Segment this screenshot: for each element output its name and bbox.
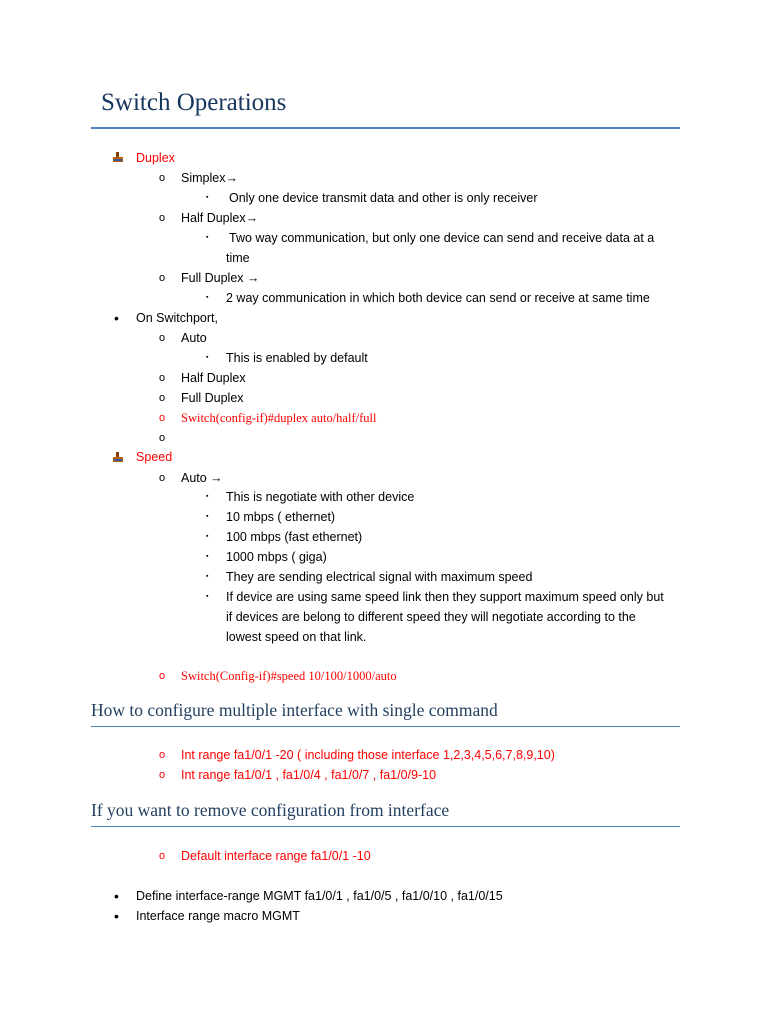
- full-duplex-item: Full Duplex →: [181, 271, 260, 285]
- circle-bullet: o: [159, 412, 166, 424]
- speed-item-continued: lowest speed on that link.: [226, 630, 367, 644]
- circle-bullet: o: [159, 749, 166, 761]
- circle-bullet: o: [159, 172, 166, 184]
- range-macro-bullet: Interface range macro MGMT: [136, 909, 300, 923]
- title-rule: [91, 127, 680, 129]
- int-range-command-1: Int range fa1/0/1 -20 ( including those interface 1,2,3,4,5,6,7,8,9,10): [181, 748, 555, 762]
- dot-bullet: •: [114, 888, 119, 904]
- speed-item: 1000 mbps ( giga): [226, 550, 327, 564]
- simplex-desc: Only one device transmit data and other is only receiver: [229, 191, 538, 205]
- circle-bullet: o: [159, 392, 166, 404]
- half-duplex-item: Half Duplex→: [181, 211, 259, 225]
- dot-bullet: •: [114, 908, 119, 924]
- speed-label: Speed: [136, 450, 173, 464]
- half-duplex-desc-line1: Two way communication, but only one device can send and receive data at a: [229, 231, 655, 245]
- square-bullet: ▪: [206, 593, 209, 600]
- speed-item: 10 mbps ( ethernet): [226, 510, 336, 524]
- hand-bullet-icon: [112, 151, 124, 163]
- square-bullet: ▪: [206, 354, 209, 361]
- page-title: Switch Operations: [101, 89, 287, 116]
- multi-interface-heading: How to configure multiple interface with single command: [91, 700, 498, 720]
- square-bullet: ▪: [206, 493, 209, 500]
- circle-bullet: o: [159, 472, 166, 484]
- speed-auto: Auto →: [181, 471, 223, 485]
- speed-item: They are sending electrical signal with maximum speed: [226, 570, 533, 584]
- duplex-label: Duplex: [136, 151, 175, 165]
- int-range-command-2: Int range fa1/0/1 , fa1/0/4 , fa1/0/7 , fa1/0/9-10: [181, 768, 437, 782]
- square-bullet: ▪: [206, 513, 209, 520]
- circle-bullet: o: [159, 670, 166, 682]
- square-bullet: ▪: [206, 553, 209, 560]
- dot-bullet: •: [114, 310, 119, 326]
- square-bullet: ▪: [206, 234, 209, 241]
- switchport-label: On Switchport,: [136, 311, 218, 325]
- circle-bullet: o: [159, 332, 166, 344]
- circle-bullet: o: [159, 272, 166, 284]
- circle-bullet: o: [159, 850, 166, 862]
- hand-bullet-icon: [112, 451, 124, 463]
- speed-item: 100 mbps (fast ethernet): [226, 530, 363, 544]
- square-bullet: ▪: [206, 194, 209, 201]
- square-bullet: ▪: [206, 294, 209, 301]
- remove-config-heading: If you want to remove configuration from interface: [91, 800, 450, 820]
- switchport-half-duplex: Half Duplex: [181, 371, 246, 385]
- speed-item: If device are using same speed link then they support maximum speed only but: [226, 590, 664, 604]
- speed-item-continued: if devices are belong to different speed they will negotiate according to the: [226, 610, 636, 624]
- speed-item: This is negotiate with other device: [226, 490, 415, 504]
- full-duplex-desc: 2 way communication in which both device can send or receive at same time: [226, 291, 650, 305]
- switchport-full-duplex: Full Duplex: [181, 391, 244, 405]
- square-bullet: ▪: [206, 533, 209, 540]
- half-duplex-desc-line2: time: [226, 251, 250, 265]
- circle-bullet: o: [159, 212, 166, 224]
- circle-bullet: o: [159, 432, 166, 444]
- duplex-command: Switch(config-if)#duplex auto/half/full: [181, 411, 377, 425]
- heading-rule: [91, 826, 680, 827]
- circle-bullet: o: [159, 372, 166, 384]
- simplex-item: Simplex→: [181, 171, 238, 185]
- switchport-auto-desc: This is enabled by default: [226, 351, 368, 365]
- circle-bullet: o: [159, 769, 166, 781]
- square-bullet: ▪: [206, 573, 209, 580]
- define-range-bullet: Define interface-range MGMT fa1/0/1 , fa1/0/5 , fa1/0/10 , fa1/0/15: [136, 889, 503, 903]
- switchport-auto: Auto: [181, 331, 207, 345]
- default-interface-command: Default interface range fa1/0/1 -10: [181, 849, 371, 863]
- speed-command: Switch(Config-if)#speed 10/100/1000/auto: [181, 669, 397, 683]
- heading-rule: [91, 726, 680, 727]
